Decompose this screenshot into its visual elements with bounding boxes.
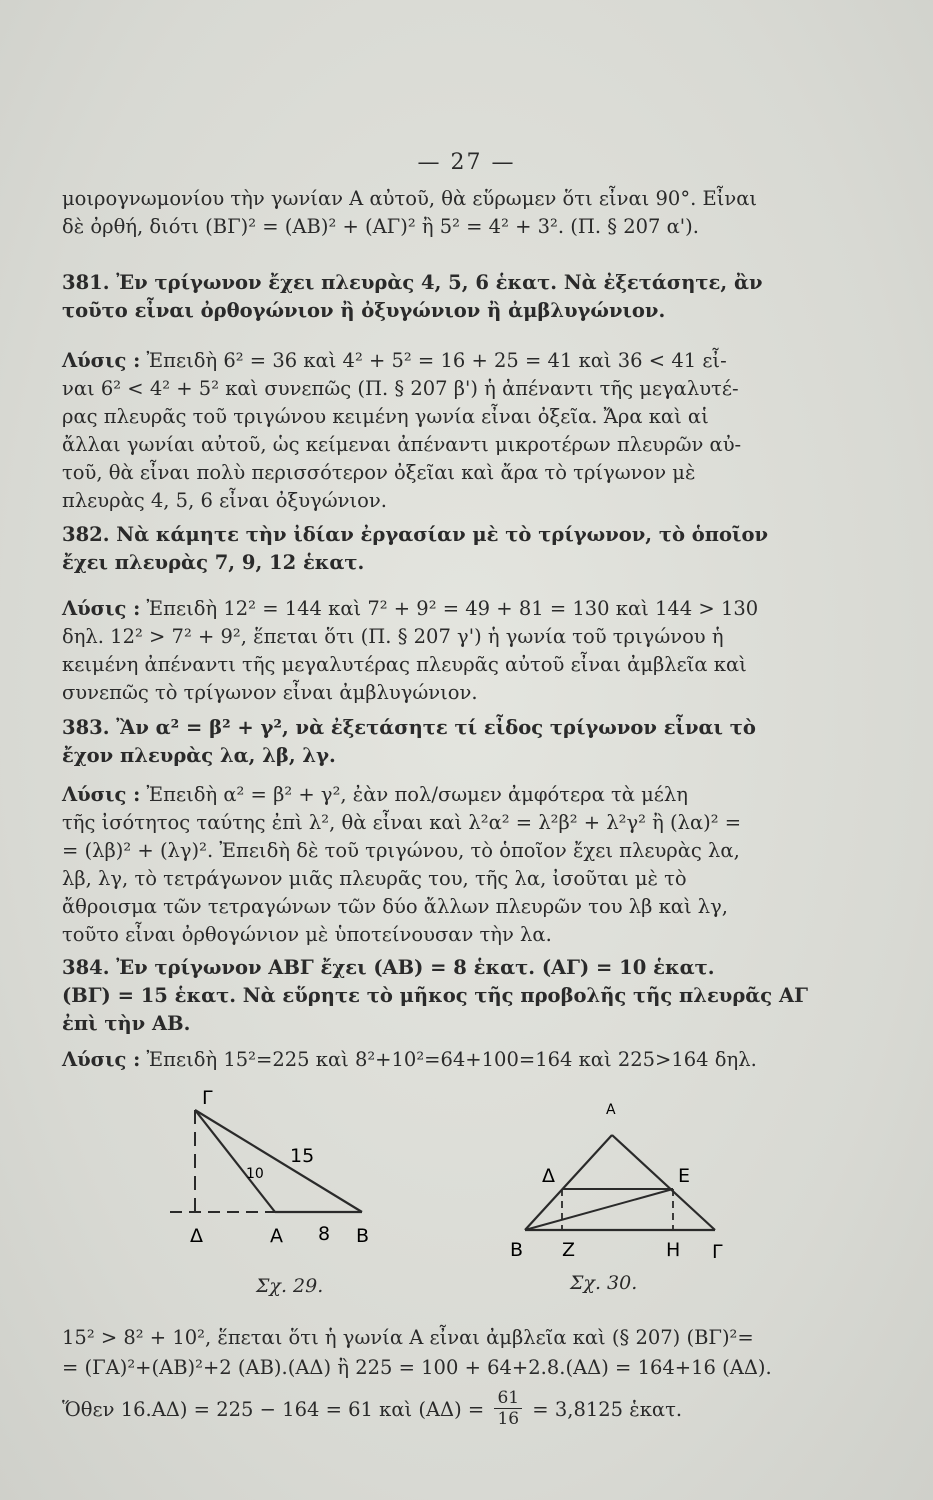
problem-384-line: ἐπὶ τὴν ΑΒ. xyxy=(62,1012,191,1035)
fig29-label-b: Β xyxy=(356,1225,370,1247)
text-line: συνεπῶς τὸ τρίγωνον εἶναι ἀμβλυγώνιον. xyxy=(62,681,478,704)
problem-383-line: 383. Ἂν α² = β² + γ², νὰ ἐξετάσητε τί εἶδος τρίγωνον εἶναι τὸ xyxy=(62,716,756,739)
solution-line xyxy=(62,1047,852,1073)
page-number: — 27 — xyxy=(417,150,516,175)
problem-381-line: 381. Ἐν τρίγωνον ἔχει πλευρὰς 4, 5, 6 ἑκατ. Νὰ ἐξετάσητε, ἂν xyxy=(62,271,763,294)
problem-384-line: 384. Ἐν τρίγωνον ΑΒΓ ἔχει (ΑΒ) = 8 ἑκατ. (ΑΓ) = 10 ἑκατ. xyxy=(62,956,715,979)
fig30-side-ab xyxy=(525,1135,612,1230)
problem-383-line: ἔχον πλευρὰς λα, λβ, λγ. xyxy=(62,744,336,767)
text-line: τοῦ, θὰ εἶναι πολὺ περισσότερον ὀξεῖαι καὶ ἄρα τὸ τρίγωνον μὲ xyxy=(62,461,696,484)
fig30-label-d: Δ xyxy=(542,1165,555,1187)
text-line: ἄθροισμα τῶν τετραγώνων τῶν δύο ἄλλων πλευρῶν του λβ καὶ λγ, xyxy=(62,895,729,918)
text-line: τῆς ἰσότητος ταύτης ἐπὶ λ², θὰ εἶναι καὶ λ²α² = λ²β² + λ²γ² ἢ (λα)² = xyxy=(62,811,742,834)
fig29-side-bg xyxy=(195,1110,362,1212)
fig29-label-bg: 15 xyxy=(290,1145,315,1167)
solution-label: Λύσις : xyxy=(62,349,141,372)
solution-text: Ἐπειδὴ 12² = 144 καὶ 7² + 9² = 49 + 81 = 130 καὶ 144 > 130 xyxy=(146,597,759,620)
solution-label: Λύσις : xyxy=(62,783,141,806)
solution-line xyxy=(62,348,852,374)
solution-text: Ἐπειδὴ 6² = 36 καὶ 4² + 5² = 16 + 25 = 41 καὶ 36 < 41 εἶ- xyxy=(146,349,727,372)
text-line: ναι 6² < 4² + 5² καὶ συνεπῶς (Π. § 207 β') ἡ ἀπέναντι τῆς μεγαλυτέ- xyxy=(62,377,739,400)
fig29-side-ag xyxy=(195,1110,275,1212)
solution-line xyxy=(62,596,852,622)
fig29-label-d: Δ xyxy=(190,1225,203,1247)
problem-384-line: (ΒΓ) = 15 ἑκατ. Νὰ εὕρητε τὸ μῆκος τῆς προβολῆς τῆς πλευρᾶς ΑΓ xyxy=(62,984,808,1007)
text-line: = (λβ)² + (λγ)². Ἐπειδὴ δὲ τοῦ τριγώνου, τὸ ὁποῖον ἔχει πλευρὰς λα, xyxy=(62,839,740,862)
problem-382-line: ἔχει πλευρὰς 7, 9, 12 ἑκατ. xyxy=(62,551,365,574)
problem-382-line: 382. Νὰ κάμητε τὴν ἰδίαν ἐργασίαν μὲ τὸ τρίγωνον, τὸ ὁποῖον xyxy=(62,523,769,546)
text-line: λβ, λγ, τὸ τετράγωνον μιᾶς πλευρᾶς του, τῆς λα, ἰσοῦται μὲ τὸ xyxy=(62,867,687,890)
solution-text: Ἐπειδὴ α² = β² + γ², ἐὰν πολ/σωμεν ἀμφότερα τὰ μέλη xyxy=(146,783,688,806)
solution-line xyxy=(62,782,852,808)
fig30-label-z: Ζ xyxy=(562,1239,576,1261)
solution-label: Λύσις : xyxy=(62,1048,141,1071)
final-text-end: = 3,8125 ἑκατ. xyxy=(532,1398,683,1421)
fig30-label-g: Γ xyxy=(712,1241,723,1263)
fig30-side-ag xyxy=(612,1135,715,1230)
fig29-label-g: Γ xyxy=(202,1087,213,1109)
fig30-label-e: Ε xyxy=(678,1165,691,1187)
fig30-label-b: Β xyxy=(510,1239,524,1261)
fig30-segment-be xyxy=(525,1189,673,1230)
text-line: πλευρὰς 4, 5, 6 εἶναι ὀξυγώνιον. xyxy=(62,489,387,512)
problem-381-line: τοῦτο εἶναι ὀρθογώνιον ἢ ὀξυγώνιον ἢ ἀμβλυγώνιον. xyxy=(62,299,666,322)
fig29-label-ab: 8 xyxy=(318,1223,331,1245)
fig30-label-h: Η xyxy=(666,1239,681,1261)
final-text-start: Ὅθεν 16.ΑΔ) = 225 − 164 = 61 καὶ (ΑΔ) = xyxy=(62,1398,485,1421)
figure-30 xyxy=(490,1090,750,1265)
text-line: = (ΓΑ)²+(ΑΒ)²+2 (ΑΒ).(ΑΔ) ἢ 225 = 100 + 64+2.8.(ΑΔ) = 164+16 (ΑΔ). xyxy=(62,1356,772,1379)
solution-label: Λύσις : xyxy=(62,597,141,620)
text-line: μοιρογνωμονίου τὴν γωνίαν Α αὐτοῦ, θὰ εὕρωμεν ὅτι εἶναι 90°. Εἶναι xyxy=(62,187,758,210)
fraction xyxy=(494,1388,522,1429)
fig30-label-a: Α xyxy=(606,1102,616,1118)
text-line: ρας πλευρᾶς τοῦ τριγώνου κειμένη γωνία εἶναι ὀξεῖα. Ἄρα καὶ αἱ xyxy=(62,405,709,428)
final-line xyxy=(62,1390,852,1431)
text-line: δὲ ὀρθή, διότι (ΒΓ)² = (ΑΒ)² + (ΑΓ)² ἢ 5² = 4² + 3². (Π. § 207 α'). xyxy=(62,215,699,238)
text-line: 15² > 8² + 10², ἕπεται ὅτι ἡ γωνία Α εἶναι ἀμβλεῖα καὶ (§ 207) (ΒΓ)²= xyxy=(62,1326,754,1349)
fraction-numerator: 61 xyxy=(494,1388,522,1409)
figure-29-caption: Σχ. 29. xyxy=(256,1275,324,1297)
text-line: δηλ. 12² > 7² + 9², ἕπεται ὅτι (Π. § 207 γ') ἡ γωνία τοῦ τριγώνου ἡ xyxy=(62,625,724,648)
text-line: τοῦτο εἶναι ὀρθογώνιον μὲ ὑποτείνουσαν τὴν λα. xyxy=(62,923,552,946)
figure-30-caption: Σχ. 30. xyxy=(570,1272,638,1294)
fig29-label-ag: 10 xyxy=(246,1166,264,1182)
text-line: ἄλλαι γωνίαι αὐτοῦ, ὡς κείμεναι ἀπέναντι μικροτέρων πλευρῶν αὐ- xyxy=(62,433,742,456)
fraction-denominator: 16 xyxy=(497,1409,520,1429)
solution-text: Ἐπειδὴ 15²=225 καὶ 8²+10²=64+100=164 καὶ 225>164 δηλ. xyxy=(146,1048,757,1071)
fig29-label-a: Α xyxy=(270,1225,283,1247)
text-line: κειμένη ἀπέναντι τῆς μεγαλυτέρας πλευρᾶς αὐτοῦ εἶναι ἀμβλεῖα καὶ xyxy=(62,653,747,676)
figure-29 xyxy=(150,1080,390,1275)
